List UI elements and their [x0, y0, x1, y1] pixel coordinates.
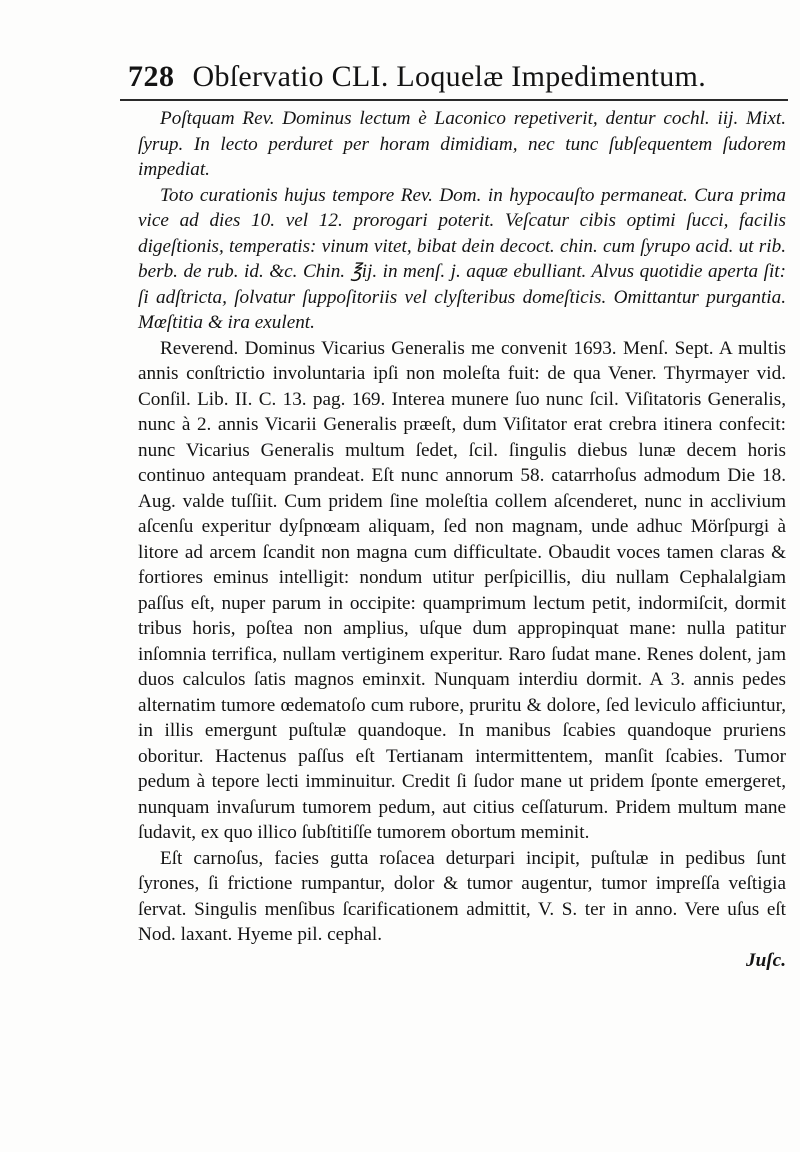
page-number: 728: [128, 60, 175, 93]
running-title: Obſervatio CLI. Loquelæ Impedimentum.: [192, 60, 706, 93]
paragraph-prescription: Poſtquam Rev. Dominus lectum è Laconico repetiverit, dentur cochl. iij. Mixt. ſyrup. In lecto perduret per horam dimidiam, nec tunc ſubſequentem ſudorem impediat.: [138, 108, 786, 180]
paragraph-examination: Eſt carnoſus, facies gutta roſacea deturpari incipit, puſtulæ in pedibus ſunt ſyrones, ſi frictione rumpantur, dolor & tumor augentur, tumor impreſſa veſtigia ſervat. Singulis menſibus ſcarificationem admittit, V. S. ter in anno. Vere uſus eſt Nod. laxant. Hyeme pil. cephal.: [138, 847, 786, 945]
paragraph-regimen: Toto curationis hujus tempore Rev. Dom. in hypocauſto permaneat. Cura prima vice ad dies 10. vel 12. prorogari poterit. Veſcatur cibis optimi ſucci, facilis digeſtionis, temperatis: vinum vitet, bibat dein decoct. chin. cum ſyrupo acid. ut rib. berb. de rub. id. &c. Chin. ℥ij. in menſ. j. aquæ ebulliant. Alvus quotidie aperta ſit: ſi adſtricta, ſolvatur ſuppoſitoriis vel clyſteribus domeſticis. Omittantur purgantia. Mœſtitia & ira exulent.: [138, 184, 786, 333]
catchword: Juſc.: [746, 949, 786, 971]
paragraph-case-history: Reverend. Dominus Vicarius Generalis me convenit 1693. Menſ. Sept. A multis annis conſtrictio involuntaria ipſi non moleſta fuit: de qua Vener. Thyrmayer vid. Conſil. Lib. II. C. 13. pag. 169. Interea munere ſuo nunc ſcil. Viſitatoris Generalis, nunc à 2. annis Vicarii Generalis præeſt, dum Viſitator erat crebra itinera confecit: nunc Vicarius Generalis multum ſedet, ſcil. ſingulis diebus lunæ decem horis continuo antequam prandeat. Eſt nunc annorum 58. catarrhoſus admodum Die 18. Aug. valde tuſſiit. Cum pridem ſine moleſtia collem aſcenderet, nunc in acclivium aſcenſu experitur dyſpnœam aliquam, ſed non magnam, unde adhuc Mörſpurgi à litore ad arcem ſcandit non magna cum difficultate. Obaudit voces tamen claras & fortiores eminus intelligit: nondum utitur perſpicillis, diu nullam Cephalalgiam paſſus eſt, nuper parum in occipite: quamprimum lectum petit, indormiſcit, dormit tribus horis, poſtea non amplius, uſque dum appropinquat mane: nulla patitur inſomnia terrifica, nullam vertiginem experitur. Raro ſudat mane. Renes dolent, jam duos calculos ſatis magnos eminxit. Nunquam interdiu dormit. A 3. annis pedes alternatim tumore œdematoſo cum rubore, pruritu & dolore, ſed leviculo afficiuntur, in illis emergunt puſtulæ quandoque. In manibus ſcabies quandoque pruriens oboritur. Hactenus paſſus eſt Tertianam intermittentem, manſit ſcabies. Tumor pedum à tepore lecti imminuitur. Credit ſi ſudor mane ut pridem ſponte emergeret, nunquam invaſurum tumorem pedum, aut citius ceſſaturum. Pridem multum mane ſudavit, ex quo illico ſubſtitiſſe tumorem obortum meminit.: [138, 337, 786, 843]
header-rule: [120, 99, 788, 101]
body-text: [138, 106, 786, 973]
